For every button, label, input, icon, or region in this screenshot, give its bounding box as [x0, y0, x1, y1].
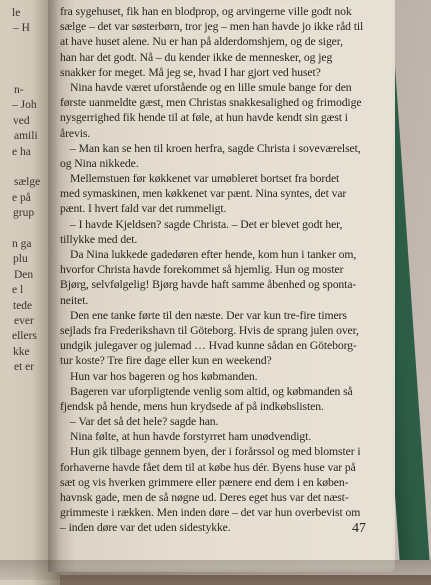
text-line: sejlads fra Frederikshavn til Göteborg. Hvis de sprang julen over,	[60, 323, 359, 337]
left-page-fragment: e på	[12, 191, 31, 204]
text-line: tillykke med det.	[60, 232, 138, 246]
bottom-shadow	[0, 560, 431, 580]
text-line: tur koste? Tre fire dage eller kun en weekend?	[60, 354, 272, 368]
page-number: 47	[352, 521, 366, 536]
page-text	[60, 4, 382, 536]
text-line: havnsk gade, men de så nøgne ud. Deres eget hus var det næst-	[60, 491, 349, 504]
text-line: Nina havde været uforstående og en lille smule bange for den	[70, 80, 352, 94]
left-page-fragment: ellers	[12, 330, 37, 343]
text-line: nysgerrighed fik hende til at føle, at hun havde kendt sin gæst i	[60, 111, 348, 125]
left-page-fragment: ved	[13, 114, 30, 127]
text-line: Da Nina lukkede gadedøren efter hende, kom hun i tanker om,	[70, 248, 357, 261]
text-line: Bjørg, selvfølgelig! Bjørg havde haft samme åbenhed og sponta-	[60, 278, 357, 292]
left-page-fragment: ever	[14, 315, 34, 327]
text-line: undgik julegaver og julemad … Hvad kunne sådan en Göteborg-	[60, 339, 357, 353]
text-line: pænt. I hvert fald var det rummeligt.	[60, 202, 227, 216]
left-page-fragment: e ha	[12, 145, 31, 158]
left-page-fragment: – Joh	[12, 99, 37, 112]
text-line: fjendsk på hende, mens hun krydsede af på indkøbslisten.	[60, 399, 324, 413]
text-line: Bageren var uforpligtende venlig som altid, og købmanden så	[70, 384, 353, 398]
left-page-fragment: grup	[13, 207, 35, 220]
text-line: grimmeste i rækken. Men inden døre – det var hun overbevist om	[60, 506, 361, 520]
text-line: at have huset alene. Nu er han på alderdomshjem, og de siger,	[60, 35, 343, 49]
left-page-fragment: le	[12, 7, 21, 19]
text-line: Mellemstuen før køkkenet var umøbleret bortset fra bordet	[70, 172, 340, 186]
left-page-fragment: – H	[13, 22, 30, 35]
text-line: fra sygehuset, fik han en blodprop, og arvingerne ville godt nok	[60, 5, 352, 18]
text-line: Hun gik tilbage gennem byen, der i forårssol og med blomster i	[70, 445, 361, 459]
text-line: neitet.	[60, 293, 89, 307]
text-line: hvorfor Christa havde forekommet så hjemlig. Hun og moster	[60, 263, 344, 277]
text-line: årevis.	[60, 126, 91, 140]
text-line: Nina følte, at hun havde forstyrret ham unødvendigt.	[70, 430, 312, 444]
text-line: Den ene tanke førte til den næste. Der var kun tre-fire timers	[70, 308, 347, 322]
left-page-fragment: amili	[14, 130, 38, 143]
left-page-fragment: sælge	[14, 176, 41, 189]
text-line: – I havde Kjeldsen? sagde Christa. – Det er blevet godt her,	[70, 217, 343, 231]
text-line: han har det godt. Nå – du kender ikke de mennesker, og jeg	[60, 50, 333, 64]
text-line: og Nina nikkede.	[60, 156, 139, 170]
text-line: Hun var hos bageren og hos købmanden.	[70, 369, 258, 383]
left-page-fragment: et er	[14, 361, 35, 374]
left-page-fragment: Den	[14, 268, 34, 281]
text-line: snakker for meget. Må jeg se, hvad I har gjort ved huset?	[60, 65, 321, 79]
text-line: sæt og vis hverken grimmere eller pænere end dem i en køben-	[60, 475, 349, 489]
left-page-fragment: e l	[12, 284, 24, 297]
text-line: med symaskinen, men køkkenet var pænt. Nina syntes, det var	[60, 187, 347, 201]
text-line: – inden døre var det uden sidestykke.	[60, 521, 231, 535]
text-line: forhaverne havde fået dem til at købe hus dér. Byens huse var på	[60, 460, 356, 474]
left-page-fragment: n ga	[12, 238, 32, 250]
text-line: – Man kan se hen til kroen herfra, sagde Christa i soveværelset,	[70, 141, 361, 155]
left-page-fragment: n-	[14, 84, 24, 96]
left-page-fragment: tede	[13, 299, 33, 312]
left-page-fragment: kke	[13, 345, 30, 358]
text-line: sælge – det var søsterbørn, tror jeg – men han havde jo ikke råd til	[60, 20, 364, 34]
text-line: – Var det så det hele? sagde han.	[70, 415, 219, 429]
text-line: første uanmeldte gæst, men Christas snakkesalighed og frimodige	[60, 96, 362, 110]
left-page-fragment: plu	[13, 253, 28, 266]
